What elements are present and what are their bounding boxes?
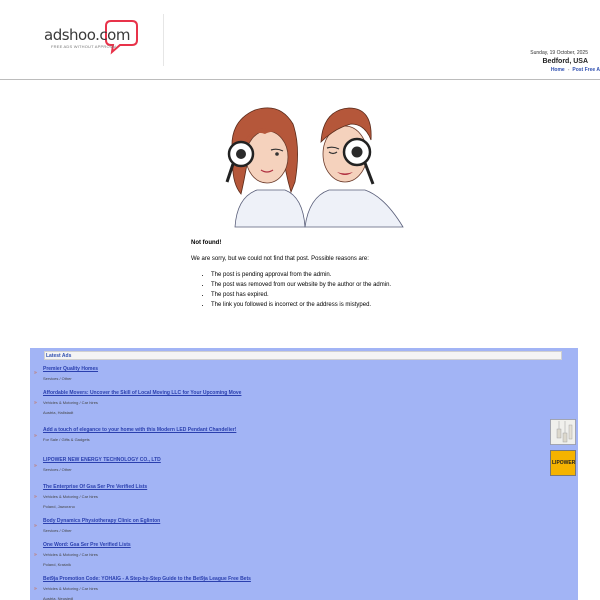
not-found-title: Not found! (191, 240, 222, 246)
ad-category[interactable]: Vehicles & Motoring / Car hires (43, 400, 98, 405)
ad-title-link[interactable]: Add a touch of elegance to your home with this Modern LED Pendant Chandelier! (43, 427, 237, 433)
ad-title-link[interactable]: Affordable Movers: Uncover the Skill of Local Moving LLC for Your Upcoming Move (43, 390, 242, 396)
ad-location: Poland, Jaworzno (43, 504, 75, 509)
header-nav (551, 67, 600, 73)
ad-category[interactable]: Vehicles & Motoring / Car hires (43, 552, 98, 557)
reason-item: • The post has expired. (211, 290, 411, 300)
ad-title-link[interactable]: Bet9ja Promotion Code: YOHAIG - A Step-by-Step Guide to the Bet9ja League Free Bets (43, 576, 251, 582)
ad-location: Austria, Hallstadt (43, 410, 74, 415)
chandelier-thumbnail[interactable] (550, 419, 576, 445)
searching-people-illustration (205, 102, 405, 230)
ad-title-link[interactable]: Body Dynamics Physiotherapy Clinic on Eglinton (43, 518, 161, 524)
nav-home-link[interactable]: Home (550, 67, 565, 73)
ad-location: Poland, Kraśnik (43, 562, 72, 567)
ad-category[interactable]: Services / Other (43, 467, 72, 472)
bullet-icon: » (34, 433, 37, 439)
reason-item: • The link you followed is incorrect or the address is mistyped. (211, 300, 411, 310)
bullet-icon: » (34, 463, 37, 469)
ad-category[interactable]: Vehicles & Motoring / Car hires (43, 494, 98, 499)
ad-category[interactable]: Services / Other (43, 376, 72, 381)
reason-item: • The post was removed from our website by the author or the admin. (211, 280, 411, 290)
logo-tagline: FREE ADS WITHOUT APPROVAL (51, 44, 118, 49)
not-found-reasons (211, 270, 411, 310)
bullet-icon: » (34, 552, 37, 558)
ad-title-link[interactable]: One Word: Gsa Ser Pre Verified Lists (43, 542, 131, 548)
ad-category[interactable]: Vehicles & Motoring / Car hires (43, 586, 98, 591)
bullet-icon: » (34, 586, 37, 592)
bullet-icon: » (34, 400, 37, 406)
bullet-icon: » (34, 370, 37, 376)
lipower-logo-text: LIPOWER (552, 460, 576, 466)
nav-separator: - (567, 67, 570, 73)
ad-title-link[interactable]: LIPOWER NEW ENERGY TECHNOLOGY CO., LTD (43, 457, 161, 463)
not-found-intro: We are sorry, but we could not find that post. Possible reasons are: (191, 256, 369, 262)
nav-post-free-ad-link[interactable]: Post Free A (572, 67, 600, 73)
ad-title-link[interactable]: The Enterprise Of Gsa Ser Pre Verified Lists (43, 484, 148, 490)
ad-category[interactable]: For Sale / Gifts & Gadgets (43, 437, 90, 442)
latest-ads-heading: Latest Ads (46, 353, 72, 359)
current-location[interactable]: Bedford, USA (542, 58, 588, 65)
site-header (0, 0, 600, 80)
logo-wordmark: adshoo.com (44, 26, 130, 44)
site-logo[interactable] (30, 14, 164, 66)
bullet-icon: » (34, 494, 37, 500)
ad-title-link[interactable]: Premier Quality Homes (43, 366, 99, 372)
ad-location: Austria, Neusiedl (43, 596, 74, 600)
reason-item: • The post is pending approval from the admin. (211, 270, 411, 280)
lipower-logo-thumbnail[interactable] (550, 450, 576, 476)
latest-ads-header (44, 351, 562, 360)
latest-ads-panel (30, 348, 578, 600)
current-date: Sunday, 19 October, 2025 (530, 50, 588, 56)
ad-category[interactable]: Services / Other (43, 528, 72, 533)
bullet-icon: » (34, 523, 37, 529)
